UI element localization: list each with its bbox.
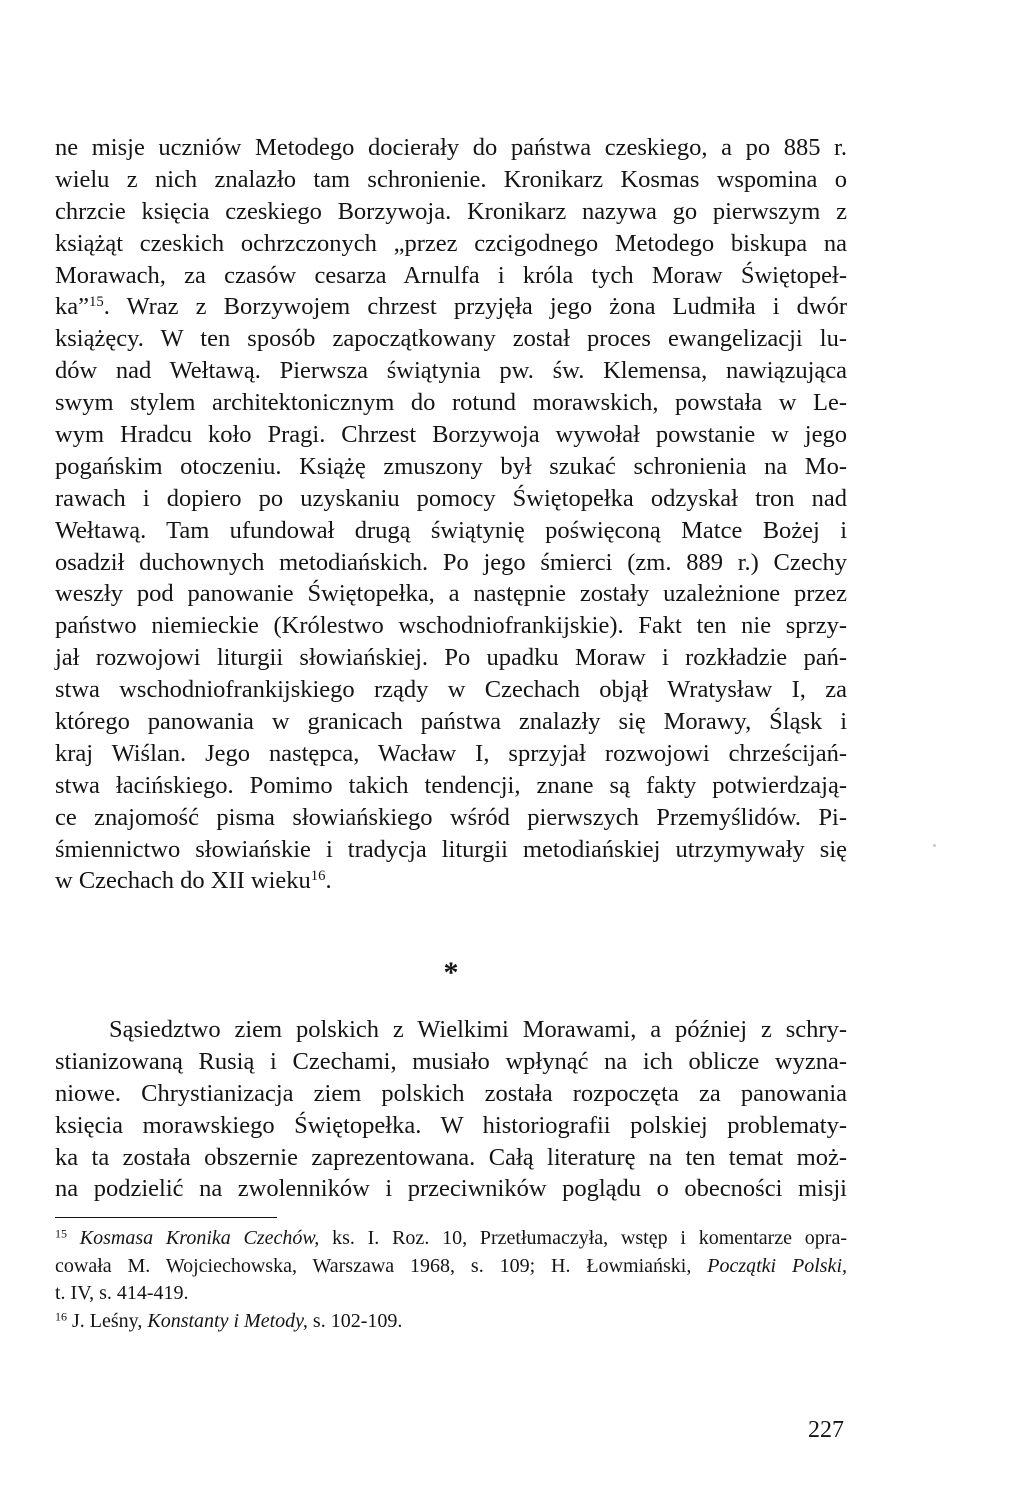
page-body [55,132,848,1332]
body-line: śmiennictwo słowiańskie i tradycja liturgii metodiańskiej utrzymywały się [55,835,847,863]
body-line [55,291,847,323]
body-line: stwa wschodniofrankijskiego rządy w Czechach objął Wratysław I, za [55,676,847,704]
footnote-title: Kosmasa Kronika Czechów, [79,1227,320,1249]
body-line: Sąsiedztwo ziem polskich z Wielkimi Morawami, a później z schry- [109,1016,847,1043]
footnote-16 [55,1308,847,1336]
body-line: weszły pod panowanie Świętopełka, a następnie zostały uzależnione przez [55,580,847,608]
body-line: dów nad Wełtawą. Pierwsza świątynia pw. św. Klemensa, nawiązująca [55,357,847,385]
footnote-text: J. Leśny, [72,1309,143,1332]
body-line: księcia morawskiego Świętopełka. W historiografii polskiej problematy- [55,1111,847,1139]
body-line: Morawach, za czasów cesarza Arnulfa i króla tych Moraw Świętopeł- [55,261,847,289]
footnote-ref-15[interactable]: 15 [89,294,104,311]
body-line: swym stylem architektonicznym do rotund morawskich, powstała w Le- [55,389,847,417]
body-line: rawach i dopiero po uzyskaniu pomocy Świętopełka odzyskał tron nad [55,484,847,512]
body-line: wym Hradcu koło Pragi. Chrzest Borzywoja wywołał powstanie w jego [55,421,847,449]
body-line: którego panowania w granicach państwa znalazły się Morawy, Śląsk i [55,708,847,736]
section-separator: * [443,956,459,989]
body-line: osadził duchownych metodiańskich. Po jego śmierci (zm. 889 r.) Czechy [55,548,847,576]
footnotes [55,1225,847,1335]
footnote-15-line-3: t. IV, s. 414-419. [55,1282,189,1304]
body-line: ka ta została obszernie zaprezentowana. Całą literaturę na ten temat moż- [55,1143,847,1171]
body-text: ka” [55,293,89,321]
body-line: niowe. Chrystianizacja ziem polskich została rozpoczęta za panowania [55,1079,847,1107]
footnote-15-line-2 [55,1253,847,1281]
body-text: . Wraz z Borzywojem chrzest przyjęła jego żona Ludmiła i dwór [103,293,847,321]
body-line: książęcy. W ten sposób zapoczątkowany został proces ewangelizacji lu- [55,325,847,353]
body-line: jał rozwojowi liturgii słowiańskiej. Po upadku Moraw i rozkładzie pań- [55,644,847,672]
body-text: . [325,867,332,895]
footnote-text: cowała M. Wojciechowska, Warszawa 1968, s. 109; H. Łowmiański, [55,1254,692,1277]
footnote-number: 16 [55,1308,67,1323]
footnote-rule [55,1217,277,1218]
footnote-15 [55,1225,847,1253]
footnote-text: s. 102-109. [312,1309,403,1332]
body-line: chrzcie księcia czeskiego Borzywoja. Kronikarz nazywa go pierwszym z [55,197,847,225]
body-line: stianizowaną Rusią i Czechami, musiało wpłynąć na ich oblicze wyzna- [55,1047,847,1075]
body-line [55,865,847,897]
body-line: stwa łacińskiego. Pomimo takich tendencji, znane są fakty potwierdzają- [55,771,847,799]
footnote-title: Konstanty i Metody, [147,1309,308,1332]
body-line: państwo niemieckie (Królestwo wschodniofrankijskie). Fakt ten nie sprzy- [55,612,847,640]
page-number: 227 [808,1417,844,1443]
footnote-text: ks. I. Roz. 10, Przetłumaczyła, wstęp i komentarze opra- [332,1227,848,1249]
body-line: ne misje uczniów Metodego docierały do państwa czeskiego, a po 885 r. [55,134,847,161]
body-line: pogańskim otoczeniu. Książę zmuszony był szukać schronienia na Mo- [55,452,847,480]
footnote-ref-16[interactable]: 16 [310,868,326,885]
body-line: Wełtawą. Tam ufundował drugą świątynię poświęconą Matce Bożej i [55,516,847,544]
scan-speck [933,844,936,847]
body-line: na podzielić na zwolenników i przeciwników poglądu o obecności misji [55,1175,847,1203]
body-line: kraj Wiślan. Jego następca, Wacław I, sprzyjał rozwojowi chrześcijań- [55,739,847,767]
body-text: w Czechach do XII wieku [55,867,311,895]
body-line: książąt czeskich ochrzczonych „przez czcigodnego Metodego biskupa na [55,229,847,257]
body-line: ce znajomość pisma słowiańskiego wśród pierwszych Przemyślidów. Pi- [55,803,847,831]
body-line: wielu z nich znalazło tam schronienie. Kronikarz Kosmas wspomina o [55,165,847,193]
footnote-title: Początki Polski, [707,1254,847,1277]
footnote-number: 15 [55,1226,67,1241]
paragraph-2 [55,1014,847,1205]
